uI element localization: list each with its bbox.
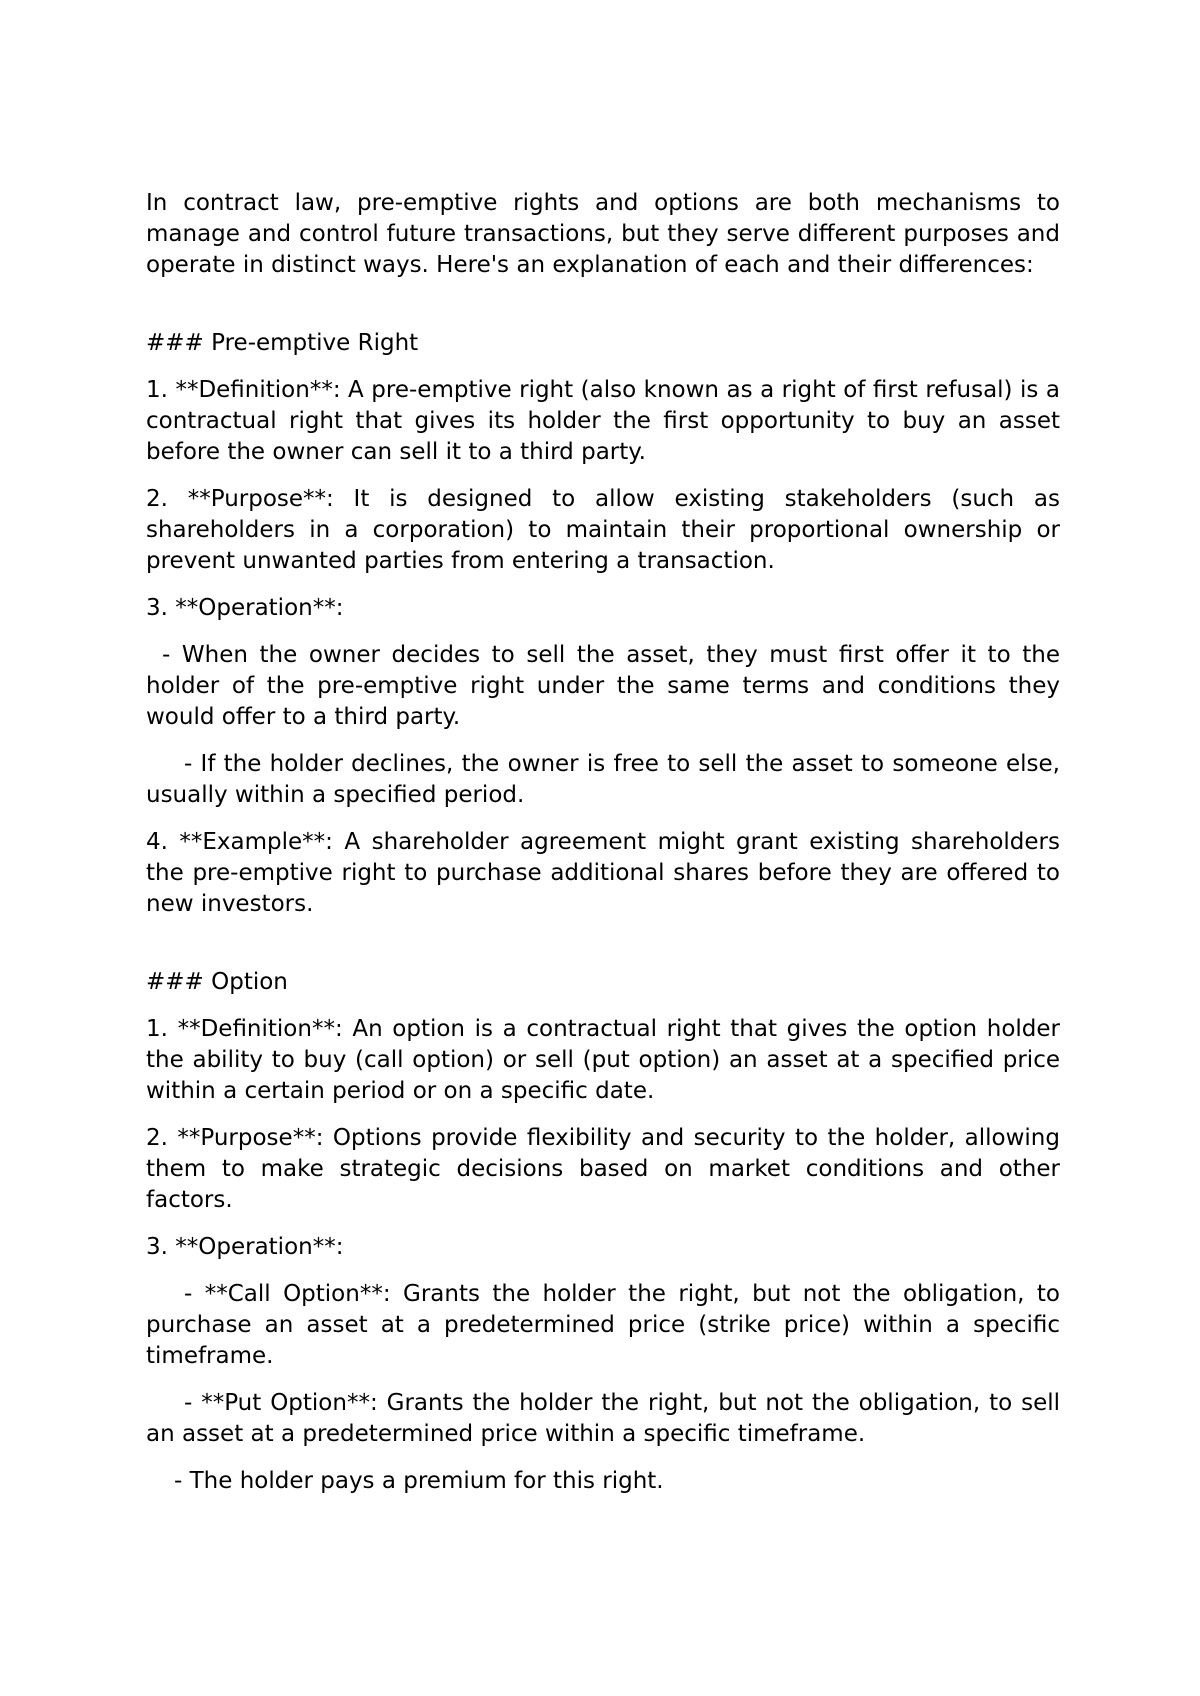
preemptive-example: 4. **Example**: A shareholder agreement might grant existing shareholders the pre-emptive right to purchase additional shares before they are offered to new investors.: [146, 829, 1060, 917]
preemptive-purpose: 2. **Purpose**: It is designed to allow existing stakeholders (such as shareholders in a corporation) to maintain their proportional ownership or prevent unwanted parties from entering a transaction.: [146, 486, 1060, 574]
option-bullet-call: - **Call Option**: Grants the holder the right, but not the obligation, to purchase an asset at a predetermined price (strike price) within a specific timeframe.: [146, 1281, 1060, 1369]
option-purpose: 2. **Purpose**: Options provide flexibility and security to the holder, allowing them to make strategic decisions based on market conditions and other factors.: [146, 1125, 1060, 1213]
option-definition: 1. **Definition**: An option is a contractual right that gives the option holder the ability to buy (call option) or sell (put option) an asset at a specified price within a certain period or on a specific date.: [146, 1016, 1060, 1104]
preemptive-definition: 1. **Definition**: A pre-emptive right (also known as a right of first refusal) is a contractual right that gives its holder the first opportunity to buy an asset before the owner can sell it to a third party.: [146, 377, 1060, 465]
preemptive-bullet-offer: - When the owner decides to sell the asset, they must first offer it to the holder of the pre-emptive right under the same terms and conditions they would offer to a third party.: [146, 642, 1060, 730]
option-bullet-premium: - The holder pays a premium for this right.: [174, 1468, 664, 1494]
option-bullet-put: - **Put Option**: Grants the holder the right, but not the obligation, to sell an asset at a predetermined price within a specific timeframe.: [146, 1390, 1060, 1447]
blank-line: [146, 936, 1060, 967]
preemptive-heading: ### Pre-emptive Right: [146, 330, 419, 356]
option-operation: 3. **Operation**:: [146, 1234, 344, 1260]
preemptive-operation: 3. **Operation**:: [146, 595, 344, 621]
blank-line: [146, 297, 1060, 328]
document-page: [146, 188, 1060, 1513]
intro-paragraph: In contract law, pre-emptive rights and options are both mechanisms to manage and control future transactions, but they serve different purposes and operate in distinct ways. Here's an explanation of each and their differences:: [146, 190, 1060, 278]
option-heading: ### Option: [146, 969, 288, 995]
preemptive-bullet-decline: - If the holder declines, the owner is free to sell the asset to someone else, usually within a specified period.: [146, 751, 1060, 808]
